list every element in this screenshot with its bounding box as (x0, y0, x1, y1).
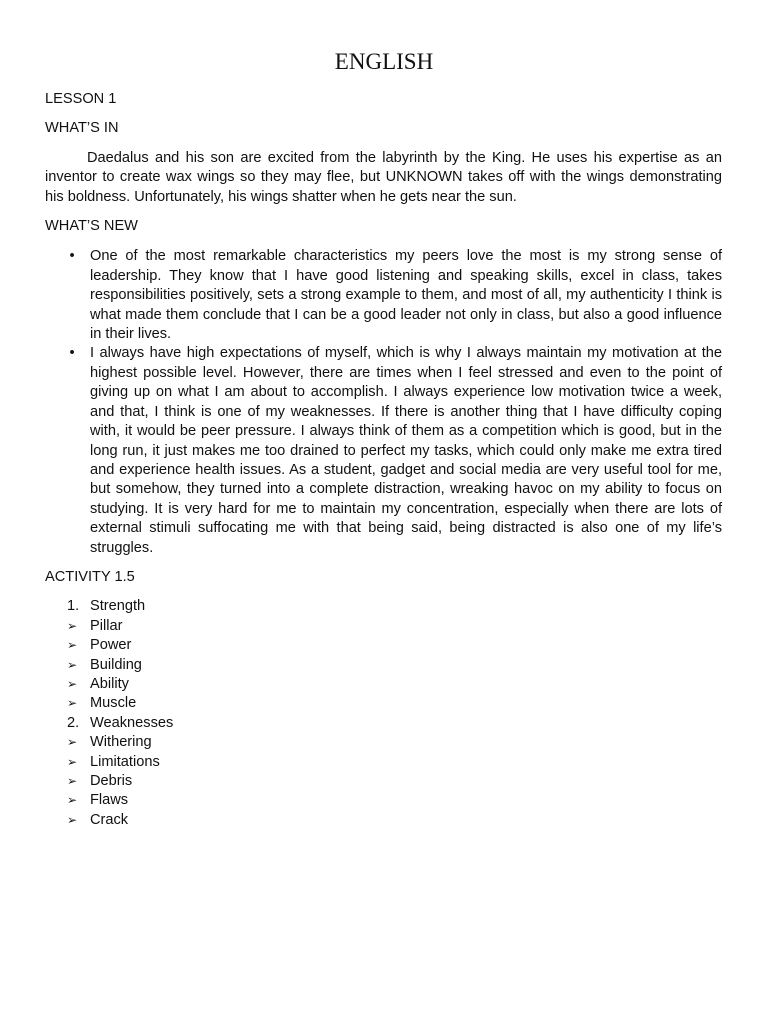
item-text: Withering (90, 734, 152, 751)
arrow-bullet-icon: ➢ (67, 638, 78, 653)
whats-in-paragraph: Daedalus and his son are excited from the labyrinth by the King. He uses his expertise as an inventor to create wax wings so they may flee, but UNKNOWN takes off with the wings demonstrating his boldness. Unfortunately, his wings shatter when he gets near the sun. (45, 149, 722, 205)
arrow-bullet-icon: ➢ (67, 754, 78, 769)
item-text: Flaws (90, 792, 129, 809)
item-text: Strength (90, 598, 146, 615)
list-item (45, 811, 722, 830)
list-item (45, 675, 722, 694)
list-item (45, 733, 722, 752)
item-text: Power (90, 637, 132, 654)
item-text: Limitations (90, 753, 160, 770)
item-text: Weaknesses (90, 714, 174, 731)
list-item (45, 694, 722, 713)
activity-heading: ACTIVITY 1.5 (45, 568, 135, 585)
item-text: Building (90, 656, 142, 673)
arrow-bullet-icon: ➢ (67, 676, 78, 691)
arrow-bullet-icon: ➢ (67, 696, 78, 711)
item-text: Muscle (90, 695, 137, 712)
item-text: Pillar (90, 617, 123, 634)
list-item (45, 656, 722, 675)
activity-list (45, 597, 722, 830)
bullet-icon: • (69, 248, 75, 265)
item-text: Debris (90, 773, 133, 789)
list-item (45, 714, 722, 733)
list-item (45, 344, 722, 557)
item-text: Ability (90, 675, 129, 692)
document-title: ENGLISH (334, 49, 434, 74)
arrow-bullet-icon: ➢ (67, 812, 78, 827)
arrow-bullet-icon: ➢ (67, 618, 78, 633)
arrow-bullet-icon: ➢ (67, 657, 78, 672)
whats-new-list (45, 247, 722, 558)
list-item (45, 617, 722, 636)
document-body (45, 90, 722, 830)
arrow-bullet-icon: ➢ (67, 735, 78, 750)
arrow-bullet-icon: ➢ (67, 793, 78, 808)
list-item (45, 772, 722, 791)
whats-in-heading: WHAT’S IN (45, 120, 119, 137)
item-text: Crack (90, 811, 129, 828)
whats-new-heading: WHAT’S NEW (45, 218, 138, 235)
bullet-text: One of the most remarkable characteristics my peers love the most is my strong sense of leadership. They know that I have good listening and speaking skills, excel in class, takes responsibilities positively, sets a strong example to them, and most of all, my authenticity I think is what made them conclude that I can be a good leader not only in class, but also a good influence in their lives. (90, 248, 722, 343)
bullet-text: I always have high expectations of myself, which is why I always maintain my motivation at the highest possible level. However, there are times when I feel stressed and even to the point of giving up on what I am about to accomplish. I always experience low motivation twice a week, and that, I think is one of my weaknesses. If there is another thing that I have difficulty coping with, it would be peer pressure. I always think of them as a competition which is good, but in the long run, it just makes me too drained to perfect my tasks, which could only make me extra tired and experience health issues. As a student, gadget and social media are very useful tool for me, but somehow, they turned into a complete distraction, wreaking havoc on my ability to focus on studying. It is very hard for me to maintain my concentration, especially when there are lots of external stimuli suffocating me with that being said, being distracted is also one of my life’s struggles. (90, 345, 722, 556)
list-number: 1. (67, 598, 80, 615)
list-item (45, 636, 722, 655)
arrow-bullet-icon: ➢ (67, 774, 78, 788)
list-number: 2. (67, 714, 80, 731)
bullet-icon: • (69, 345, 75, 362)
list-item (45, 247, 722, 344)
list-item (45, 791, 722, 810)
lesson-heading: LESSON 1 (45, 91, 117, 107)
list-item (45, 753, 722, 772)
list-item (45, 597, 722, 616)
